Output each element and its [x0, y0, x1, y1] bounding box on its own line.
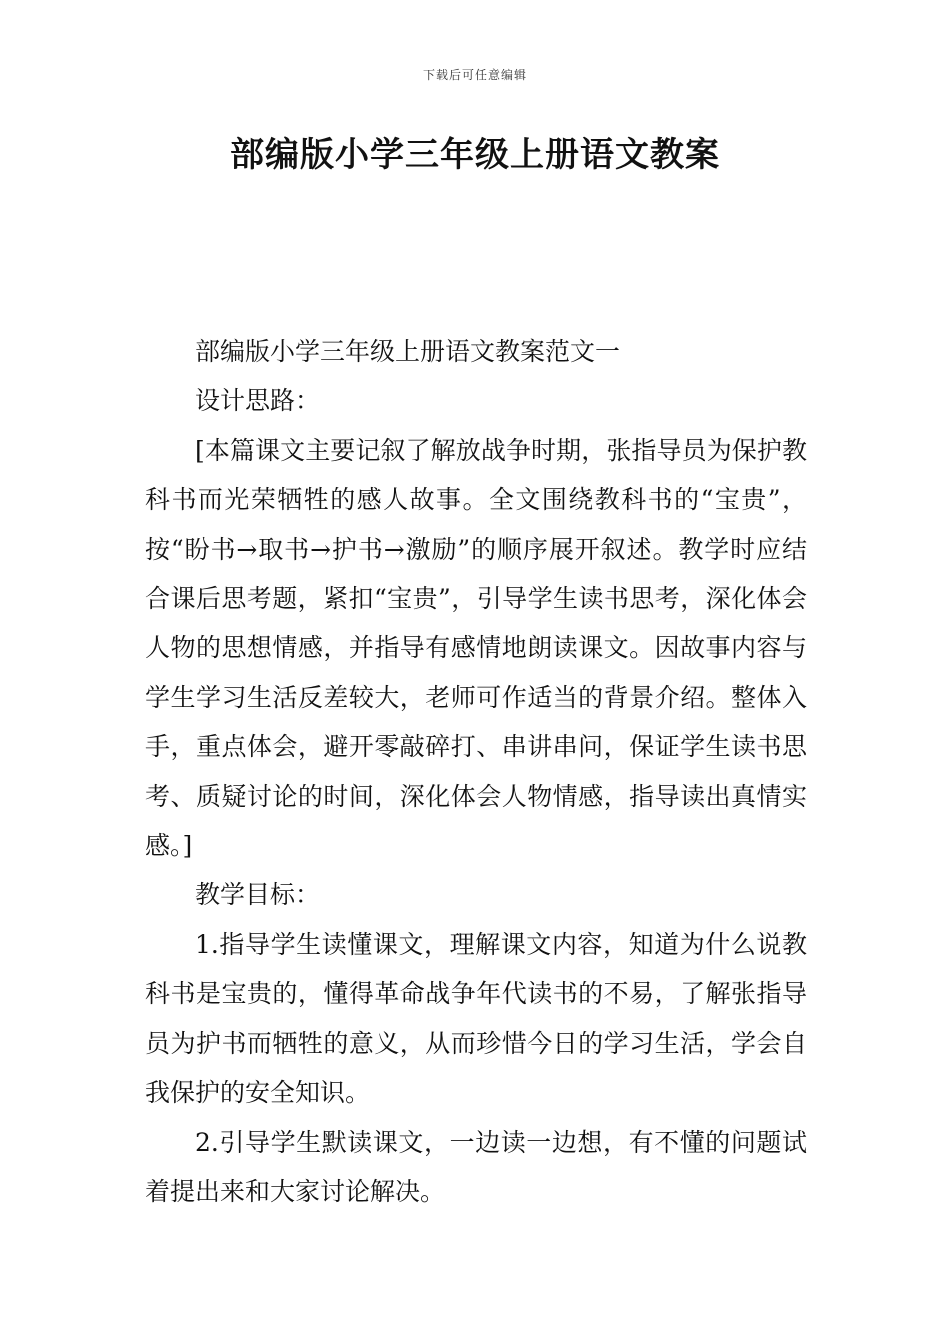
document-body	[145, 327, 807, 1216]
subheading-teaching-goals: 教学目标：	[195, 880, 321, 910]
page-header-note: 下载后可任意编辑	[422, 68, 527, 82]
paragraph-goal-1: 1.指导学生读懂课文，理解课文内容，知道为什么说教科书是宝贵的，懂得革命战争年代读书的不易，了解张指导员为护书而牺牲的意义，从而珍惜今日的学习生活，学会自我保护的安全知识。	[145, 929, 807, 1108]
document-title: 部编版小学三年级上册语文教案	[230, 135, 720, 175]
section-heading: 部编版小学三年级上册语文教案范文一	[195, 337, 621, 366]
subheading-design-idea: 设计思路：	[195, 386, 321, 416]
paragraph-goal-2: 2.引导学生默读课文，一边读一边想，有不懂的问题试着提出来和大家讨论解决。	[145, 1127, 807, 1206]
paragraph-design-idea: [本篇课文主要记叙了解放战争时期，张指导员为保护教科书而光荣牺牲的感人故事。全文围绕教科书的“宝贵”，按“盼书→取书→护书→激励”的顺序展开叙述。教学时应结合课后思考题，紧扣“宝贵”，引导学生读书思考，深化体会人物的思想情感，并指导有感情地朗读课文。因故事内容与学生学习生活反差较大，老师可作适当的背景介绍。整体入手，重点体会，避开零敲碎打、串讲串问，保证学生读书思考、质疑讨论的时间，深化体会人物情感，指导读出真情实感。]	[145, 435, 807, 861]
